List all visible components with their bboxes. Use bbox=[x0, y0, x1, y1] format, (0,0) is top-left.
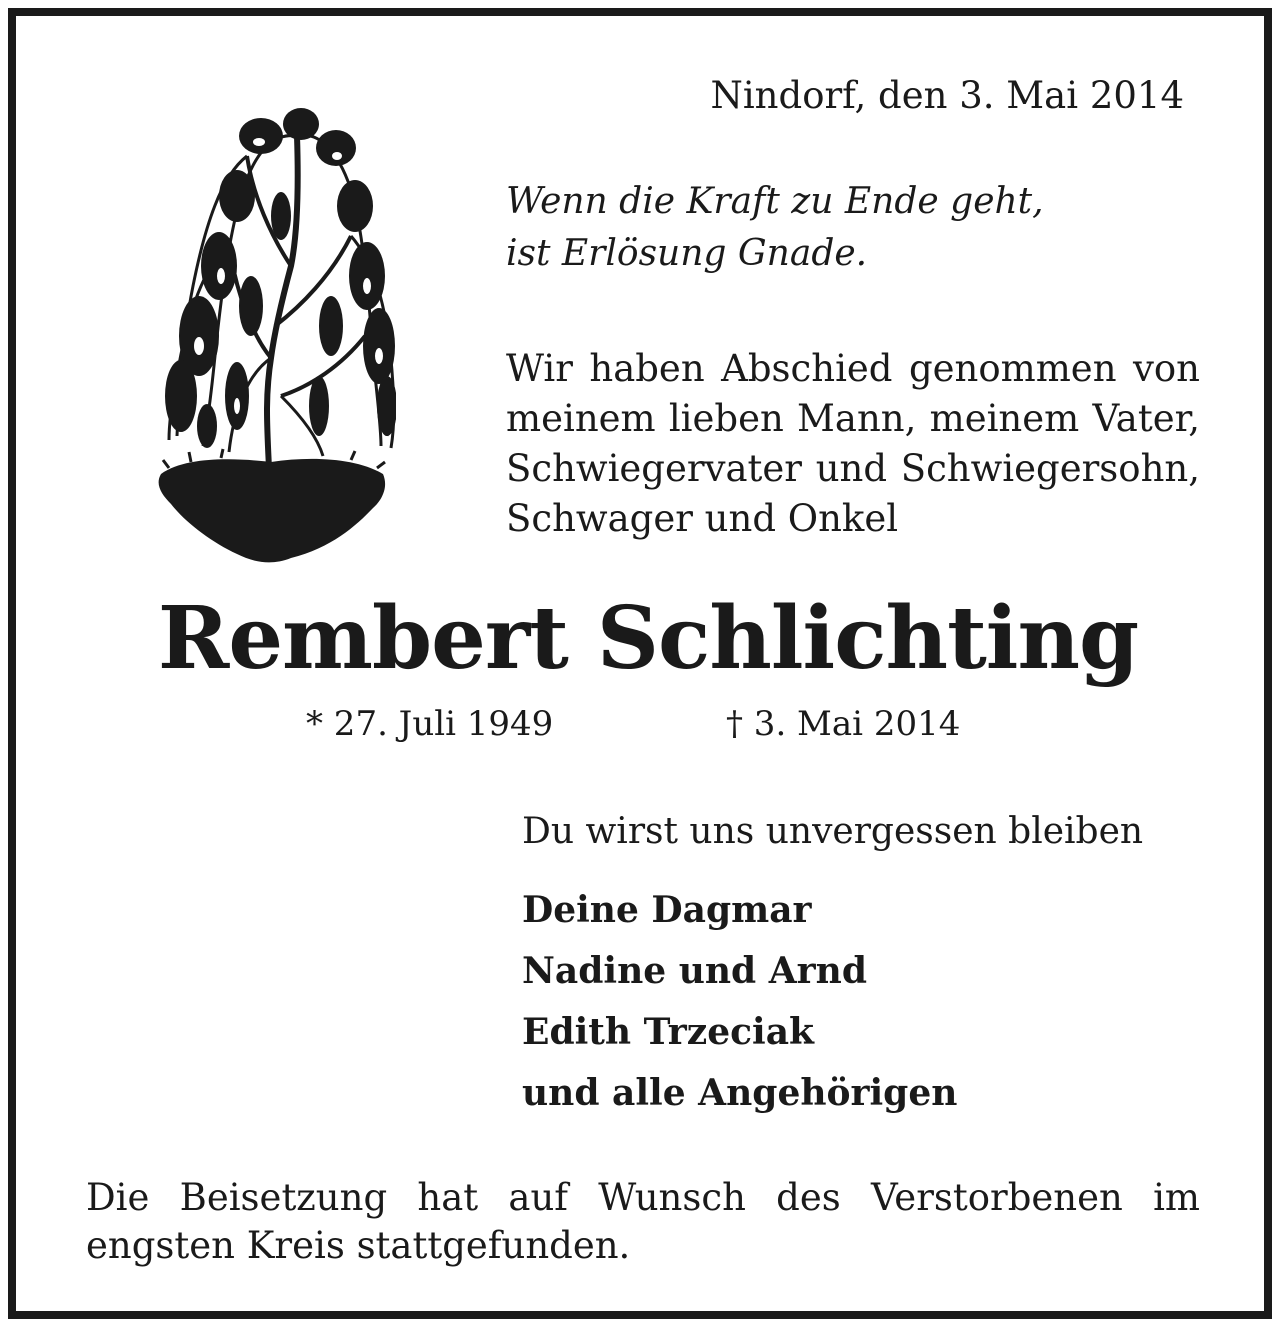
quote bbox=[506, 176, 1044, 280]
weeping-willow-tree-icon bbox=[141, 96, 396, 576]
remembrance-line: Du wirst uns unvergessen bleiben bbox=[522, 811, 1144, 852]
death-date: † 3. Mai 2014 bbox=[726, 704, 961, 744]
farewell-notice: Wir haben Abschied genommen von meinem lieben Mann, meinem Vater, Schwiegervater und Schwiegersohn, Schwager und Onkel bbox=[506, 347, 1200, 540]
mourner: und alle Angehörigen bbox=[522, 1072, 958, 1114]
deceased-name: Rembert Schlichting bbox=[157, 588, 1139, 689]
mourners-list bbox=[522, 880, 957, 1124]
mourner: Nadine und Arnd bbox=[522, 950, 867, 992]
mourner: Deine Dagmar bbox=[522, 889, 812, 931]
quote-line-2: ist Erlösung Gnade. bbox=[506, 233, 868, 274]
obituary-notice bbox=[8, 8, 1272, 1319]
place-and-date: Nindorf, den 3. Mai 2014 bbox=[710, 74, 1184, 117]
mourner: Edith Trzeciak bbox=[522, 1011, 814, 1053]
birth-date: * 27. Juli 1949 bbox=[306, 704, 554, 744]
burial-note: Die Beisetzung hat auf Wunsch des Verstorbenen im engsten Kreis stattgefunden. bbox=[86, 1176, 1200, 1267]
quote-line-1: Wenn die Kraft zu Ende geht, bbox=[506, 181, 1044, 222]
